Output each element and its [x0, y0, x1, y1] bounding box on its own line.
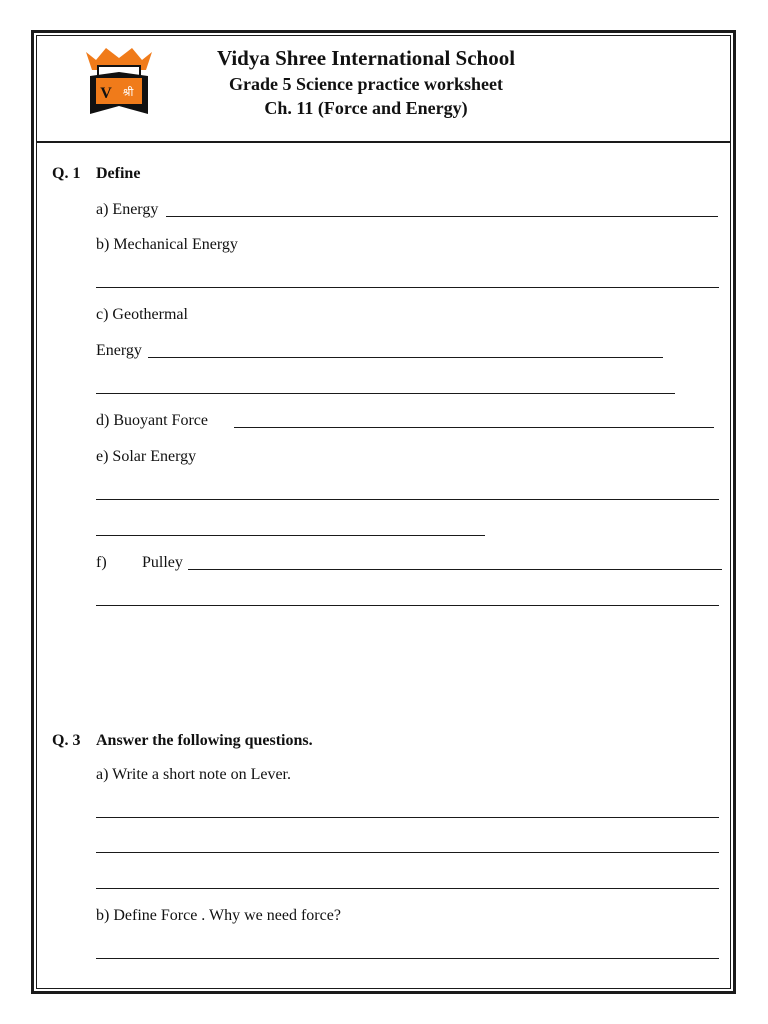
q1-item-b: b) Mechanical Energy — [96, 236, 238, 253]
q1-item-e: e) Solar Energy — [96, 448, 197, 465]
q1-title: Define — [96, 165, 141, 182]
answer-line[interactable] — [96, 888, 719, 889]
answer-line[interactable] — [96, 817, 719, 818]
chapter-title: Ch. 11 (Force and Energy) — [264, 98, 468, 118]
answer-line[interactable] — [96, 287, 719, 288]
header-divider — [36, 141, 731, 143]
q1-item-c: c) Geothermal — [96, 306, 188, 323]
answer-line[interactable] — [234, 427, 714, 428]
header-titles — [150, 44, 582, 120]
q1-item-d: d) Buoyant Force — [96, 412, 208, 429]
q3-item-b: b) Define Force . Why we need force? — [96, 907, 341, 924]
q3-item-a: a) Write a short note on Lever. — [96, 766, 291, 783]
answer-line[interactable] — [96, 958, 719, 959]
q3-title: Answer the following questions. — [96, 732, 313, 749]
q1-item-f-letter: f) — [96, 554, 107, 571]
logo-script: श्री — [122, 86, 134, 99]
answer-line[interactable] — [96, 499, 719, 500]
q1-item-f: Pulley — [142, 554, 183, 571]
school-name: Vidya Shree International School — [216, 46, 516, 70]
answer-line[interactable] — [188, 569, 722, 570]
answer-line[interactable] — [96, 393, 675, 394]
school-logo — [84, 46, 154, 116]
answer-line[interactable] — [96, 852, 719, 853]
logo-letter-v: V — [100, 85, 112, 102]
q1-item-c-continued: Energy — [96, 342, 142, 359]
q3-number: Q. 3 — [52, 732, 81, 749]
answer-line[interactable] — [166, 216, 718, 217]
answer-line[interactable] — [96, 535, 485, 536]
q1-item-a: a) Energy — [96, 201, 159, 218]
worksheet-title: Grade 5 Science practice worksheet — [229, 74, 503, 94]
q1-number: Q. 1 — [52, 165, 81, 182]
answer-line[interactable] — [96, 605, 719, 606]
answer-line[interactable] — [148, 357, 663, 358]
